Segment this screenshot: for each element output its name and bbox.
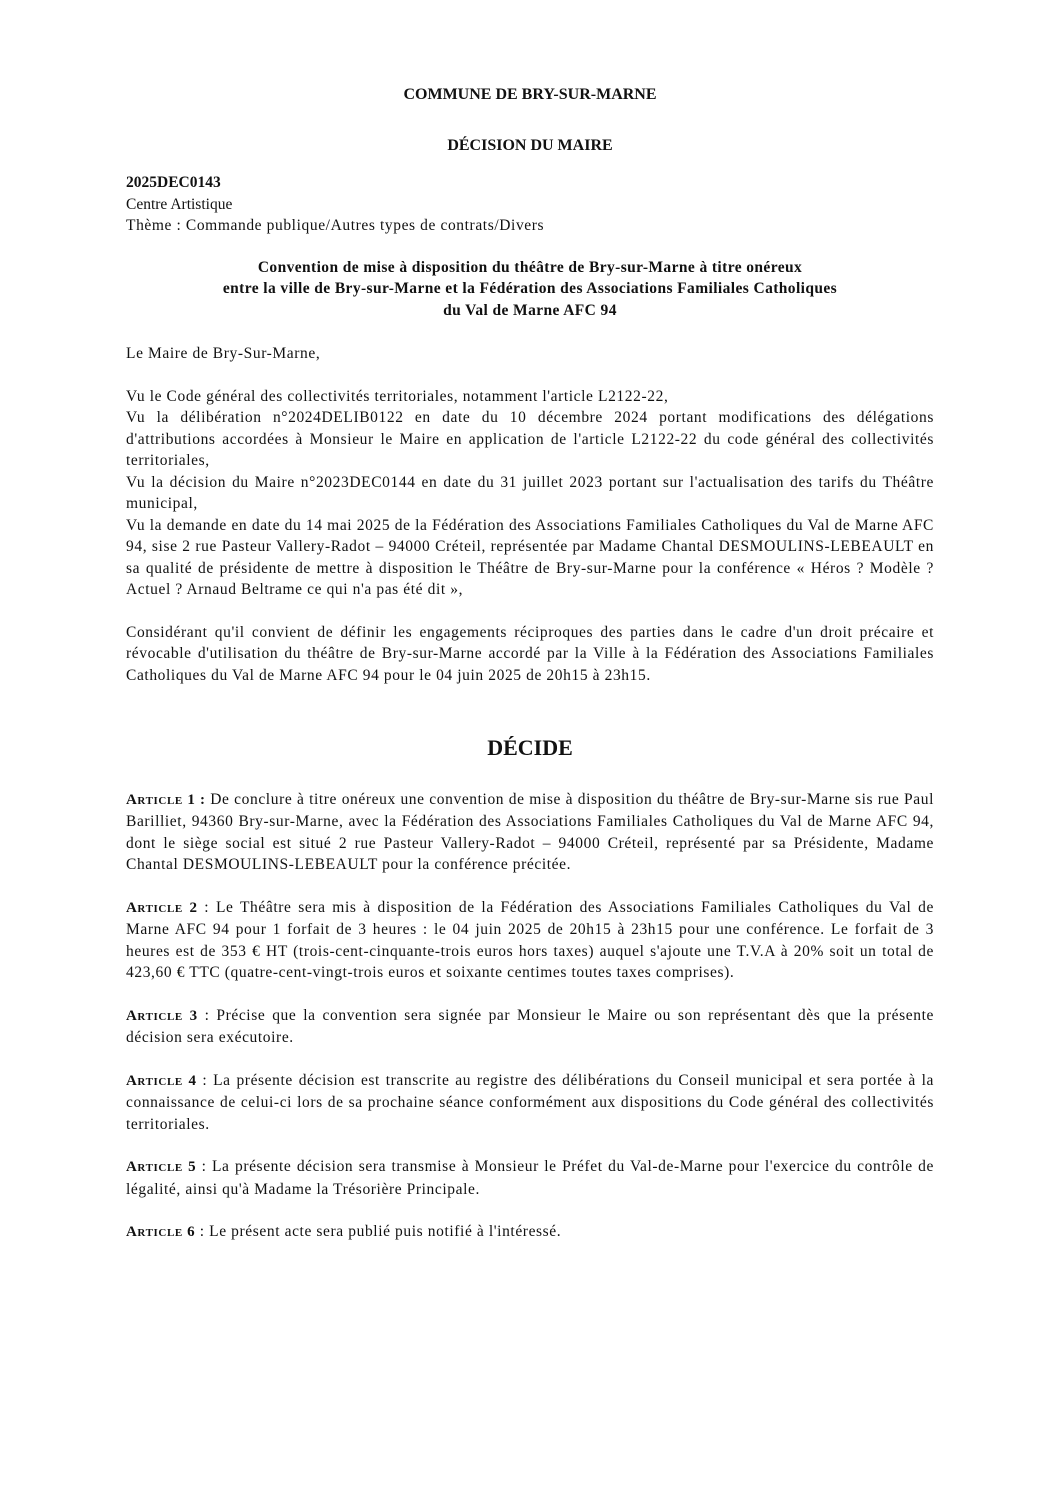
article-text: : Le Théâtre sera mis à disposition de la Fédération des Associations Familiales Catholiques du Val de Marne AFC 94 pour 1 forfait de 3 heures : le 04 juin 2025 de 20h15 à 23h15 pour une conférence. Le forfait de 3 heures est de 353 € HT (trois-cent-cinquante-trois euros hors taxes) auquel s'ajoute une T.V.A à 20% soit un total de 423,60 € TTC (quatre-cent-vingt-trois euros et soixante centimes toutes taxes comprises). xyxy=(126,898,934,981)
vu-paragraph: Vu la délibération n°2024DELIB0122 en date du 10 décembre 2024 portant modifications des délégations d'attributions accordées à Monsieur le Maire en application de l'article L2122-22 du code général des collectivités territoriales, xyxy=(126,409,934,469)
vu-paragraph: Vu le Code général des collectivités territoriales, notamment l'article L2122-22, xyxy=(126,387,669,405)
vu-paragraph: Vu la demande en date du 14 mai 2025 de la Fédération des Associations Familiales Catholiques du Val de Marne AFC 94, sise 2 rue Pasteur Vallery-Radot – 94000 Créteil, représentée par Madame Chantal DESMOULINS-LEBEAULT en sa qualité de présidente de mettre à disposition le Théâtre de Bry-sur-Marne pour la conférence « Héros ? Modèle ? Actuel ? Arnaud Beltrame ce qui n'a pas été dit », xyxy=(126,516,934,598)
article-label: Article 2 xyxy=(126,899,198,916)
article-text: : La présente décision est transcrite au registre des délibérations du Conseil municipal et sera portée à la connaissance de celui-ci lors de sa prochaine séance conformément aux dispositions du Code général des collectivités territoriales. xyxy=(126,1071,934,1133)
vu-paragraph: Vu la décision du Maire n°2023DEC0144 en date du 31 juillet 2023 portant sur l'actualisation des tarifs du Théâtre municipal, xyxy=(126,473,934,512)
vu-block xyxy=(126,386,934,601)
article-label: Article 3 xyxy=(126,1007,198,1024)
commune-heading: COMMUNE DE BRY-SUR-MARNE xyxy=(403,86,657,103)
article-text: : La présente décision sera transmise à Monsieur le Préfet du Val-de-Marne pour l'exercice du contrôle de légalité, ainsi qu'à Madame la Trésorière Principale. xyxy=(126,1158,935,1198)
article-text: De conclure à titre onéreux une convention de mise à disposition du théâtre de Bry-sur-Marne sis rue Paul Barilliet, 94360 Bry-sur-Marne, avec la Fédération des Associations Familiales Catholiques du Val de Marne AFC 94, dont le siège social est situé 2 rue Pasteur Vallery-Radot – 94000 Créteil, représenté par sa Présidente, Madame Chantal DESMOULINS-LEBEAULT pour la conférence précitée. xyxy=(126,790,934,873)
convention-title-line: entre la ville de Bry-sur-Marne et la Fédération des Associations Familiales Catholiques xyxy=(222,280,838,297)
reference-block xyxy=(126,172,934,237)
theme-line: Thème : Commande publique/Autres types de contrats/Divers xyxy=(126,217,545,234)
maire-intro: Le Maire de Bry-Sur-Marne, xyxy=(126,345,321,362)
document-page xyxy=(126,78,934,1244)
article-text: : Le présent acte sera publié puis notifié à l'intéressé. xyxy=(195,1223,562,1240)
article-text: : Précise que la convention sera signée par Monsieur le Maire ou son représentant dès que la présente décision sera exécutoire. xyxy=(126,1006,934,1046)
service-name: Centre Artistique xyxy=(126,195,233,213)
article-label: Article 5 xyxy=(126,1159,197,1175)
convention-title-line: du Val de Marne AFC 94 xyxy=(443,301,617,319)
considerant-paragraph: Considérant qu'il convient de définir les engagements réciproques des parties dans le cadre d'un droit précaire et révocable d'utilisation du théâtre de Bry-sur-Marne accordé par la Ville à la Fédération des Associations Familiales Catholiques du Val de Marne AFC 94 pour le 04 juin 2025 de 20h15 à 23h15. xyxy=(126,623,934,684)
article-label: Article 4 xyxy=(126,1072,197,1089)
article-label: Article 1 : xyxy=(126,791,206,808)
convention-title-line: Convention de mise à disposition du théâtre de Bry-sur-Marne à titre onéreux xyxy=(257,258,803,276)
decision-title: DÉCISION DU MAIRE xyxy=(447,136,613,154)
article-label: Article 6 xyxy=(126,1224,196,1240)
decide-heading: DÉCIDE xyxy=(487,735,573,760)
article xyxy=(126,789,934,876)
article xyxy=(126,1156,934,1200)
article xyxy=(126,1070,934,1136)
article xyxy=(126,1221,934,1244)
article xyxy=(126,1005,934,1049)
articles-section xyxy=(126,789,934,1244)
decision-code: 2025DEC0143 xyxy=(126,174,221,191)
convention-title xyxy=(126,257,934,322)
article xyxy=(126,897,934,984)
